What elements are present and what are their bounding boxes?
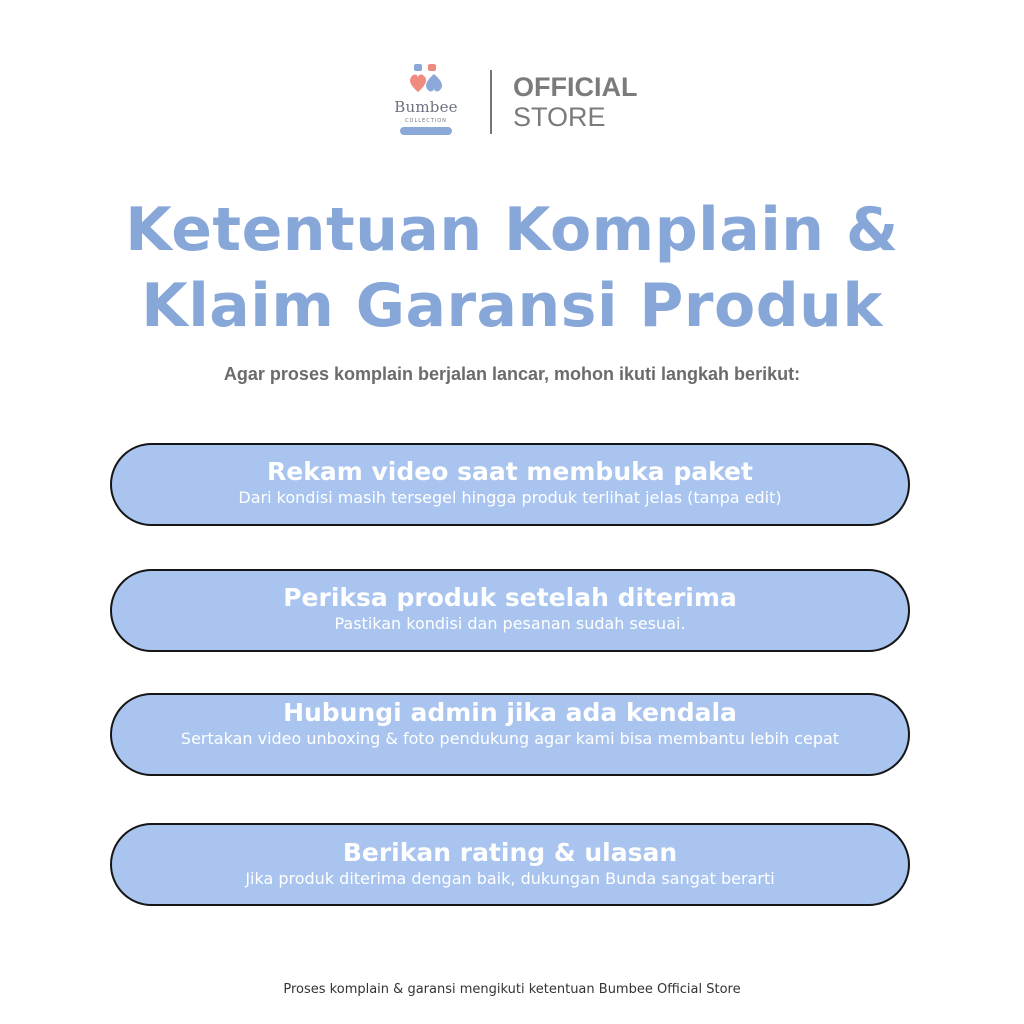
step-description: Dari kondisi masih tersegel hingga produk terlihat jelas (tanpa edit): [238, 488, 782, 507]
step-title: Berikan rating & ulasan: [342, 838, 678, 867]
footer-note: Proses komplain & garansi mengikuti ketentuan Bumbee Official Store: [283, 982, 741, 997]
page-title-line-2: Klaim Garansi Produk: [141, 271, 883, 341]
step-title: Hubungi admin jika ada kendala: [283, 698, 737, 727]
brand-logo: [384, 62, 468, 142]
step-card-check-product: [110, 569, 910, 652]
brand-ribbon: [400, 127, 452, 135]
page-title-line-1: Ketentuan Komplain &: [125, 195, 899, 265]
step-card-record-video: [110, 443, 910, 526]
step-description: Sertakan video unboxing & foto pendukung agar kami bisa membantu lebih cepat: [180, 729, 840, 748]
brand-name: Bumbee: [394, 98, 458, 116]
header-divider: [490, 70, 492, 134]
store-label-store: STORE: [513, 102, 606, 132]
store-header: [0, 58, 1024, 142]
step-card-contact-admin: [110, 693, 910, 776]
bumbee-hearts-logo-icon: [408, 62, 444, 96]
step-title: Periksa produk setelah diterima: [283, 583, 737, 612]
step-description: Pastikan kondisi dan pesanan sudah sesuai.: [334, 614, 686, 633]
store-label-official: OFFICIAL: [513, 72, 638, 102]
step-description: Jika produk diterima dengan baik, dukungan Bunda sangat berarti: [245, 869, 775, 888]
brand-subtitle: COLLECTION: [405, 118, 447, 124]
step-title: Rekam video saat membuka paket: [267, 457, 753, 486]
intro-text: Agar proses komplain berjalan lancar, mohon ikuti langkah berikut:: [223, 364, 801, 384]
step-card-give-rating: [110, 823, 910, 906]
